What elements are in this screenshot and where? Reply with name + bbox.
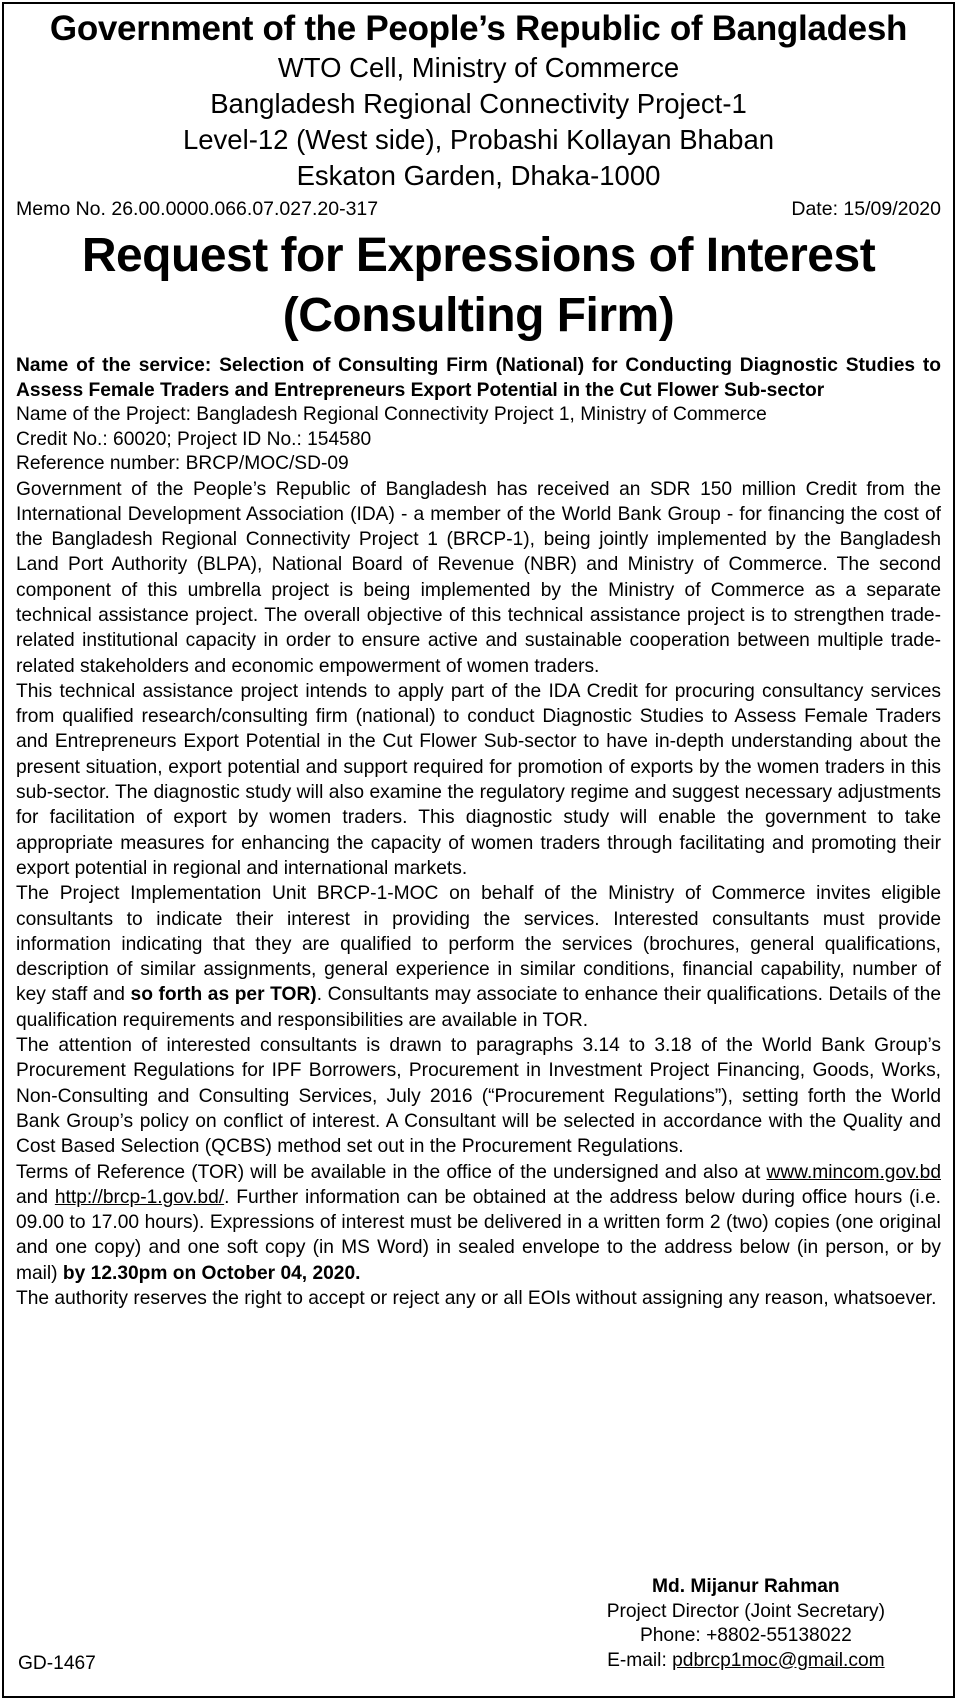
paragraph-reservation: The authority reserves the right to accept or reject any or all EOIs without assigning any reason, whatsoever.	[16, 1288, 937, 1309]
notice-title	[16, 226, 941, 346]
address-line-1: Level-12 (West side), Probashi Kollayan Bhaban	[182, 124, 775, 155]
invitation-text-end: . Consultants may associate to enhance their qualifications. Details of the qualification requirements and responsibilities are available in TOR.	[16, 984, 941, 1031]
brcp-link[interactable]: http://brcp-1.gov.bd/	[54, 1186, 225, 1208]
notice-title-line-2: (Consulting Firm)	[282, 289, 675, 342]
signatory-designation: Project Director (Joint Secretary)	[606, 1600, 885, 1622]
signatory-name: Md. Mijanur Rahman	[652, 1576, 840, 1597]
signature-block	[607, 1575, 885, 1673]
submission-and: and	[16, 1186, 49, 1208]
submission-text: Terms of Reference (TOR) will be available in the office of the undersigned and also at	[16, 1161, 761, 1183]
signatory-phone: Phone: +8802-55138022	[639, 1625, 852, 1646]
email-link[interactable]: pdbrcp1moc@gmail.com	[672, 1649, 885, 1671]
gd-reference-code: GD-1467	[18, 1653, 96, 1674]
submission-text-cont: . Further information can be obtained at the address below during office hours (i.e. 09.00 to 17.00 hours). Expressions of interest must be delivered in a written form 2 (two) copies (one original and one copy) and one soft copy (in MS Word) in sealed envelope to the address below (in person, or by mail)	[16, 1186, 941, 1284]
submission-deadline: by 12.30pm on October 04, 2020.	[62, 1262, 361, 1284]
project-name: Name of the Project: Bangladesh Regional Connectivity Project 1, Ministry of Commerce	[16, 404, 767, 425]
office-name: WTO Cell, Ministry of Commerce	[277, 52, 680, 83]
signatory-email-line	[607, 1649, 885, 1674]
mincom-link[interactable]: www.mincom.gov.bd	[766, 1161, 941, 1183]
invitation-bold-text: so forth as per TOR)	[130, 984, 317, 1006]
memo-row	[16, 196, 941, 222]
government-heading: Government of the People’s Republic of Bangladesh	[49, 9, 908, 48]
paragraph-invitation	[16, 881, 941, 1033]
email-label: E-mail:	[607, 1649, 667, 1671]
memo-date: Date: 15/09/2020	[791, 198, 941, 220]
paragraph-conflict-of-interest: The attention of interested consultants is drawn to paragraphs 3.14 to 3.18 of the World Bank Group’s Procurement Regulations for IPF Borrowers, Procurement in Investment Project Financing, Goods, Works, Non-Consulting and Consulting Services, July 2016 (“Procurement Regulations”), setting forth the World Bank Group’s policy on conflict of interest. A Consultant will be selected in accordance with the Quality and Cost Based Selection (QCBS) method set out in the Procurement Regulations.	[16, 1035, 941, 1158]
reference-number: Reference number: BRCP/MOC/SD-09	[16, 453, 349, 474]
paragraph-project-scope: This technical assistance project intends to apply part of the IDA Credit for procuring consultancy services from qualified research/consulting firm (national) to conduct Diagnostic Studies to Assess Female Traders and Entrepreneurs Export Potential in the Cut Flower Sub-sector to have in-depth understanding about the present situation, export potential and support required for promotion of exports by the women traders in this sub-sector. The diagnostic study will also examine the regulatory regime and suggest necessary adjustments for facilitation of export by women traders. This diagnostic study will enable the government to take appropriate measures for enhancing the capacity of women traders through facilitating and promoting their export potential in regional and international markets.	[16, 680, 941, 879]
paragraph-submission	[16, 1160, 941, 1286]
credit-number: Credit No.: 60020; Project ID No.: 154580	[16, 428, 372, 450]
notice-content	[16, 8, 941, 1700]
address-line-2: Eskaton Garden, Dhaka-1000	[296, 160, 661, 191]
notice-title-line-1: Request for Expressions of Interest	[81, 229, 876, 282]
memo-number: Memo No. 26.00.0000.066.07.027.20-317	[16, 198, 379, 220]
service-name: Name of the service: Selection of Consulting Firm (National) for Conducting Diagnostic Studies to Assess Female Traders and Entrepreneurs Export Potential in the Cut Flower Sub-sector	[16, 355, 941, 401]
invitation-text: The Project Implementation Unit BRCP-1-MOC on behalf of the Ministry of Commerce invites eligible consultants to indicate their interest in providing the services. Interested consultants must provide information indicating that they are qualified to perform the services (brochures, general qualifications, description of similar assignments, general experience in similar conditions, financial capability, number of key staff and	[16, 883, 941, 1006]
paragraph-funding: Government of the People’s Republic of Bangladesh has received an SDR 150 million Credit from the International Development Association (IDA) - a member of the World Bank Group - for financing the cost of the Bangladesh Regional Connectivity Project 1 (BRCP-1), being jointly implemented by the Bangladesh Land Port Authority (BLPA), National Board of Revenue (NBR) and Ministry of Commerce. The second component of this umbrella project is being implemented by the Ministry of Commerce as a separate technical assistance project. The overall objective of this technical assistance project is to strengthen trade-related institutional capacity in order to ensure active and sustainable cooperation between multiple trade-related stakeholders and economic empowerment of women traders.	[16, 478, 941, 677]
project-name-heading: Bangladesh Regional Connectivity Project-1	[210, 88, 747, 119]
